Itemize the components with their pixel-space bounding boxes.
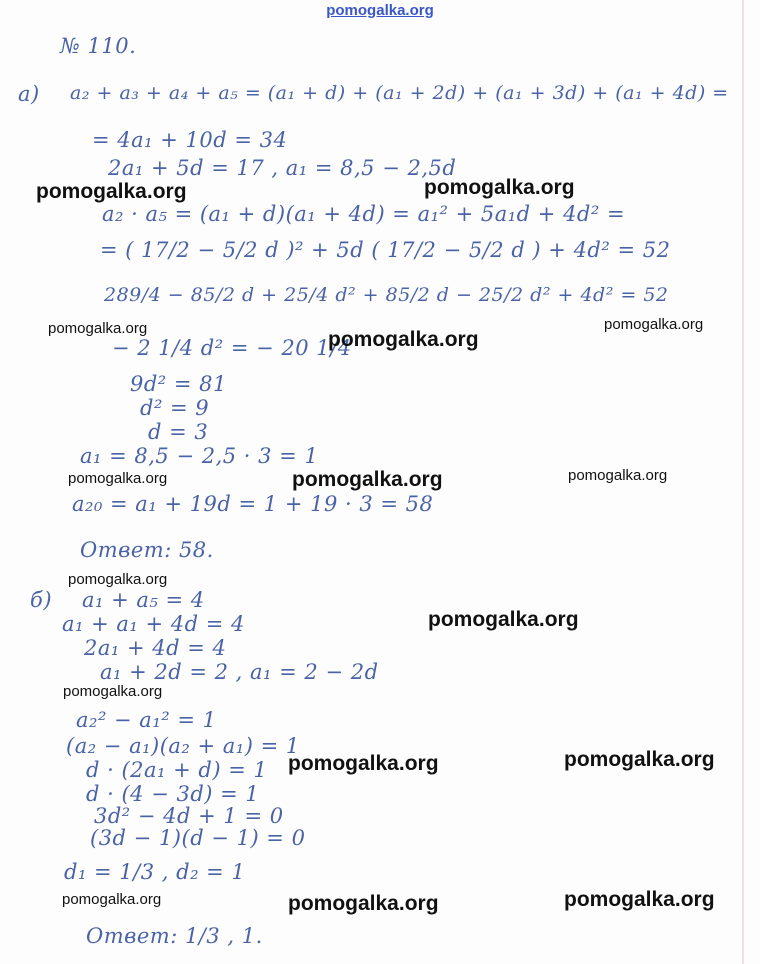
problem-number: № 110. (60, 34, 137, 58)
watermark: pomogalka.org (328, 328, 479, 351)
watermark: pomogalka.org (604, 316, 704, 333)
part-b-label: б) (30, 588, 53, 612)
part-a-line-9: d² = 9 (140, 396, 210, 420)
part-b-line-7: d · (2a₁ + d) = 1 (86, 758, 268, 782)
part-a-line-2: = 4a₁ + 10d = 34 (92, 128, 288, 152)
part-a-line-8: 9d² = 81 (130, 372, 227, 396)
watermark: pomogalka.org (63, 683, 163, 700)
watermark: pomogalka.org (568, 467, 668, 484)
watermark: pomogalka.org (288, 752, 439, 775)
part-a-line-10: d = 3 (148, 420, 209, 444)
watermark: pomogalka.org (564, 888, 715, 911)
part-a-line-5: = ( 17/2 − 5/2 d )² + 5d ( 17/2 − 5/2 d ) + 4d² = 52 (100, 238, 671, 262)
watermark: pomogalka.org (48, 320, 148, 337)
watermark: pomogalka.org (424, 176, 575, 199)
part-a-answer: Ответ: 58. (80, 538, 214, 562)
part-a-line-4: a₂ · a₅ = (a₁ + d)(a₁ + 4d) = a₁² + 5a₁d + 4d² = (102, 202, 626, 226)
site-header-link[interactable]: pomogalka.org (326, 2, 434, 19)
watermark: pomogalka.org (564, 748, 715, 771)
part-b-line-3: 2a₁ + 4d = 4 (84, 636, 227, 660)
part-a-line-1: a₂ + a₃ + a₄ + a₅ = (a₁ + d) + (a₁ + 2d) + (a₁ + 3d) + (a₁ + 4d) = (70, 82, 729, 104)
watermark: pomogalka.org (68, 571, 168, 588)
part-b-line-8: d · (4 − 3d) = 1 (86, 782, 260, 806)
part-a-line-7: − 2 1/4 d² = − 20 1/4 (112, 336, 352, 360)
part-b-line-1: a₁ + a₅ = 4 (82, 588, 205, 612)
part-b-line-4: a₁ + 2d = 2 , a₁ = 2 − 2d (100, 660, 379, 684)
part-b-answer: Ответ: 1/3 , 1. (86, 924, 263, 948)
page-margin-line (742, 0, 744, 964)
watermark: pomogalka.org (292, 468, 443, 491)
part-b-line-9: 3d² − 4d + 1 = 0 (94, 804, 284, 828)
part-b-line-11: d₁ = 1/3 , d₂ = 1 (64, 860, 246, 884)
watermark: pomogalka.org (36, 180, 187, 203)
part-a-line-6: 289/4 − 85/2 d + 25/4 d² + 85/2 d − 25/2 d² + 4d² = 52 (104, 284, 669, 306)
watermark: pomogalka.org (288, 892, 439, 915)
part-a-label: а) (18, 82, 40, 106)
part-b-line-2: a₁ + a₁ + 4d = 4 (62, 612, 245, 636)
watermark: pomogalka.org (428, 608, 579, 631)
part-b-line-6: (a₂ − a₁)(a₂ + a₁) = 1 (66, 734, 300, 758)
part-a-line-12: a₂₀ = a₁ + 19d = 1 + 19 · 3 = 58 (72, 492, 434, 516)
watermark: pomogalka.org (62, 891, 162, 908)
watermark: pomogalka.org (68, 470, 168, 487)
part-a-line-3: 2a₁ + 5d = 17 , a₁ = 8,5 − 2,5d (108, 156, 457, 180)
part-a-line-11: a₁ = 8,5 − 2,5 · 3 = 1 (80, 444, 319, 468)
part-b-line-5: a₂² − a₁² = 1 (76, 708, 217, 732)
part-b-line-10: (3d − 1)(d − 1) = 0 (90, 826, 306, 850)
